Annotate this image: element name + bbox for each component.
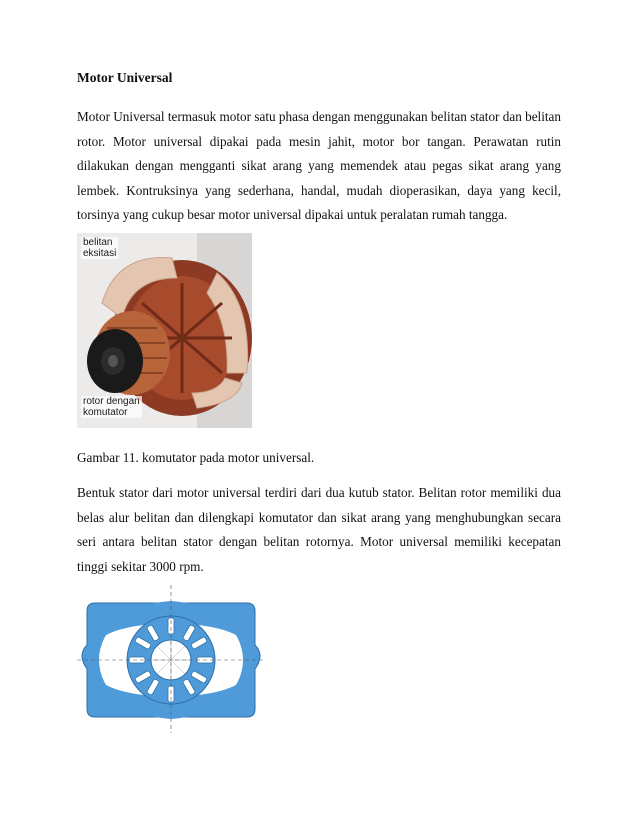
label-rotor-line2: komutator	[83, 407, 128, 418]
label-winding-line1: belitan	[83, 237, 113, 248]
label-winding-line2: eksitasi	[83, 248, 117, 259]
paragraph-intro: Motor Universal termasuk motor satu phasa dengan menggunakan belitan stator dan belitan rotor. Motor universal dipakai pada mesin jahit, motor bor tangan. Perawatan rutin dilakukan dengan mengganti sikat arang yang memendek atau pegas sikat arang yang lembek. Kontruksinya yang sederhana, handal, mudah dioperasikan, daya yang kecil, torsinya yang cukup besar motor universal dipakai untuk peralatan rumah tangga.	[77, 109, 561, 222]
section-title: Motor Universal	[77, 70, 173, 85]
label-rotor-line1: rotor dengan	[83, 396, 140, 407]
label-rotor	[81, 396, 142, 418]
paragraph-stator: Bentuk stator dari motor universal terdiri dari dua kutub stator. Belitan rotor memiliki dua belas alur belitan dan dilengkapi komutator dan sikat arang yang menghubungkan secara seri antara belitan stator dengan belitan rotornya. Motor universal memiliki kecepatan tinggi sekitar 3000 rpm.	[77, 485, 561, 574]
figure-caption: Gambar 11. komutator pada motor universal.	[77, 450, 315, 465]
motor-photo	[77, 233, 252, 428]
stator-cross-section	[77, 585, 265, 733]
label-winding	[81, 237, 118, 259]
stator-diagram	[77, 585, 265, 733]
